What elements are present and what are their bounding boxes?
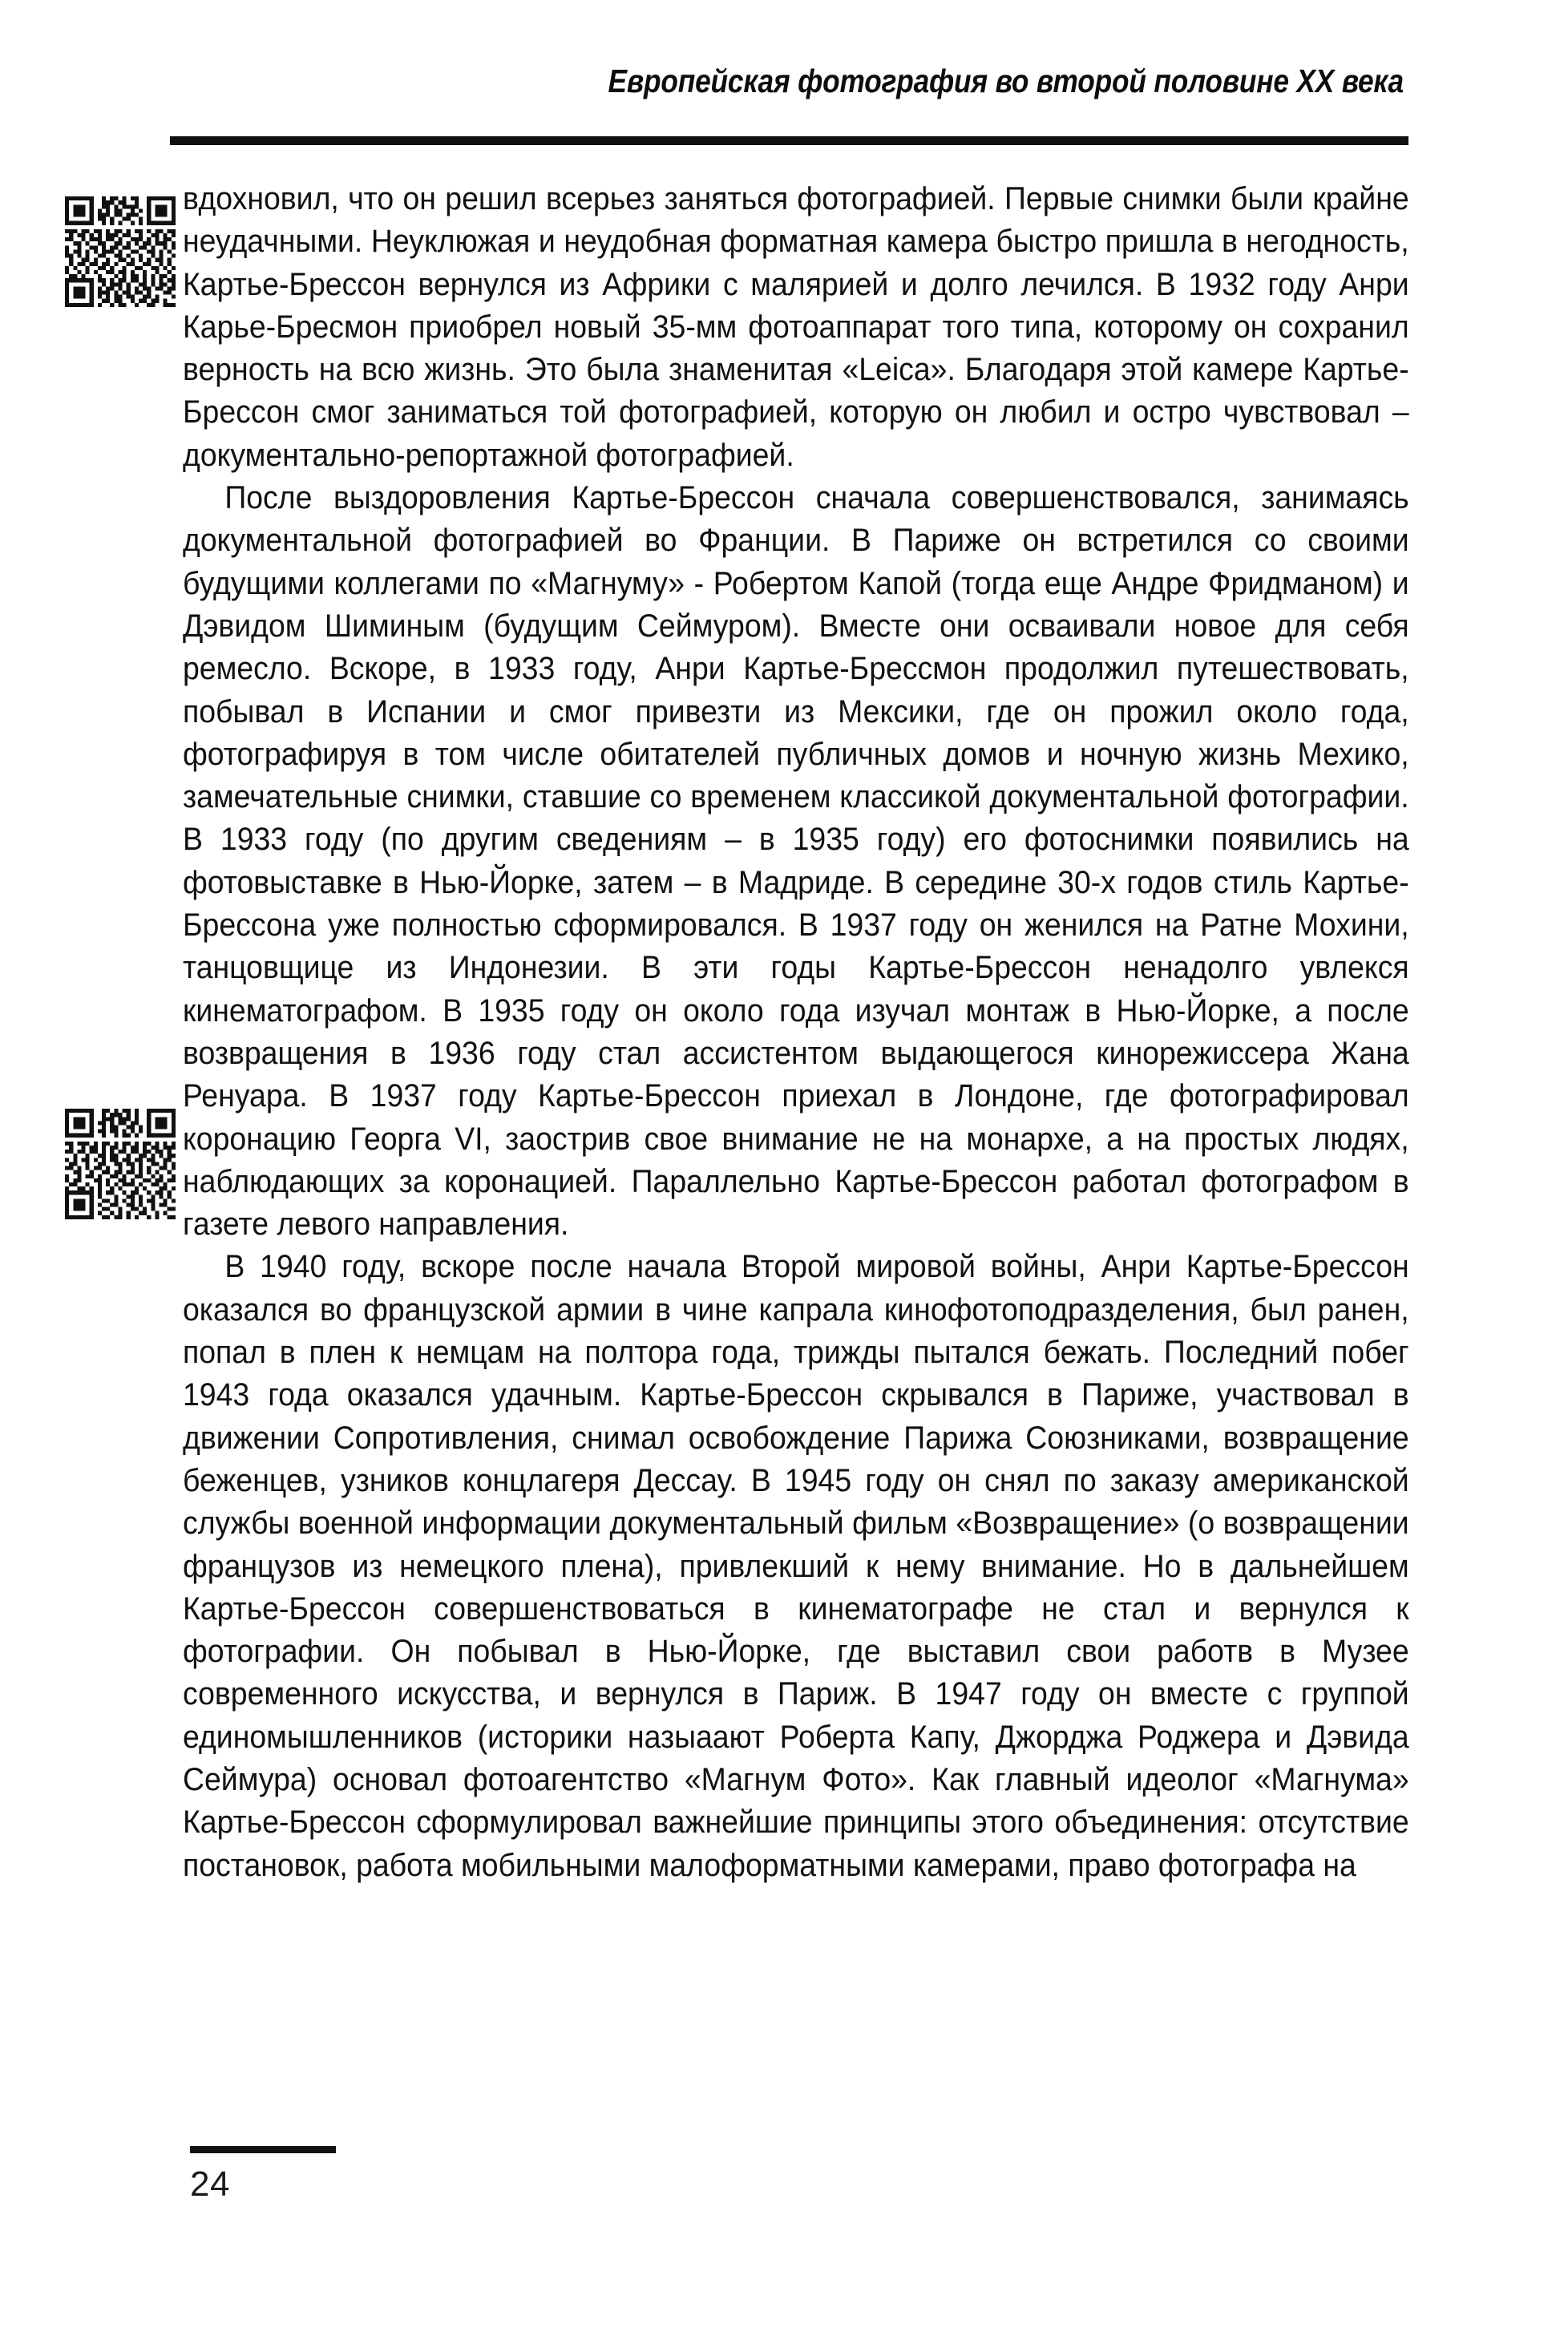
body-text-column [183,178,1409,1887]
qr-code-middle-margin [61,1105,180,1223]
running-head: Европейская фотография во второй половине XX века [608,63,1404,99]
paragraph-2: После выздоровления Картье-Брессон сначала совершенствовался, занимаясь документальной фотографией во Франции. В Париже он встретился со своими будущими коллегами по «Магнуму» - Робертом Капой (тогда еще Андре Фридманом) и Дэвидом Шиминым (будущим Сеймуром). Вместе они осваивали новое для себя ремесло. Вскоре, в 1933 году, Анри Картье-Брессмон продолжил путешествовать, побывал в Испании и смог привезти из Мексики, где он прожил около года, фотографируя в том числе обитателей публичных домов и ночную жизнь Мехико, замечательные снимки, ставшие со временем классикой документальной фотографии. В 1933 году (по другим сведениям – в 1935 году) его фотоснимки появились на фотовыставке в Нью-Йорке, затем – в Мадриде. В середине 30-х годов стиль Картье-Брессона уже полностью сформировался. В 1937 году он женился на Ратне Мохини, танцовщице из Индонезии. В эти годы Картье-Брессон ненадолго увлекся кинематографом. В 1935 году он около года изучал монтаж в Нью-Йорке, а после возвращения в 1936 году стал ассистентом выдающегося кинорежиссера Жана Ренуара. В 1937 году Картье-Брессон приехал в Лондоне, где фотографировал коронацию Георга VI, заострив свое внимание не на монархе, а на простых людях, наблюдающих за коронацией. Параллельно Картье-Брессон работал фотографом в газете левого направления. [183,480,1409,1243]
qr-code-top-margin [61,192,180,311]
paragraph-3: В 1940 году, вскоре после начала Второй мировой войны, Анри Картье-Брессон оказался во французской армии в чине капрала кинофотоподразделения, был ранен, попал в плен к немцам на полтора года, трижды пытался бежать. Последний побег 1943 года оказался удачным. Картье-Брессон скрывался в Париже, участвовал в движении Сопротивления, снимал освобождение Парижа Союзниками, возвращение беженцев, узников концлагеря Дессау. В 1945 году он снял по заказу американской службы военной информации документальный фильм «Возвращение» (о возвращении французов из немецкого плена), привлекший к нему внимание. Но в дальнейшем Картье-Брессон совершенствоваться в кинематографе не стал и вернулся к фотографии. Он побывал в Нью-Йорке, где выставил свои работв в Музее современного искусства, и вернулся в Париж. В 1947 году он вместе с группой единомышленников (историки назыаают Роберта Капу, Джорджа Роджера и Дэвида Сеймура) основал фотоагентство «Магнум Фото». Как главный идеолог «Магнума» Картье-Брессон сформулировал важнейшие принципы этого объединения: отсутствие постановок, работа мобильными малоформатными камерами, право фотографа на [183,1249,1409,1883]
page-number: 24 [190,2164,230,2204]
footer-rule [190,2146,336,2153]
paragraph-1: вдохновил, что он решил всерьез заняться фотографией. Первые снимки были крайне неудачными. Неуклюжая и неудобная форматная камера быстро пришла в негодность, Картье-Брессон вернулся из Африки с малярией и долго лечился. В 1932 году Анри Карье-Бресмон приобрел новый 35-мм фотоаппарат того типа, которому он сохранил верность на всю жизнь. Это была знаменитая «Leica». Благодаря этой камере Картье-Брессон смог заниматься той фотографией, которую он любил и остро чувствовал – документально-репортажной фотографией. [183,181,1409,473]
header-rule [170,136,1408,145]
